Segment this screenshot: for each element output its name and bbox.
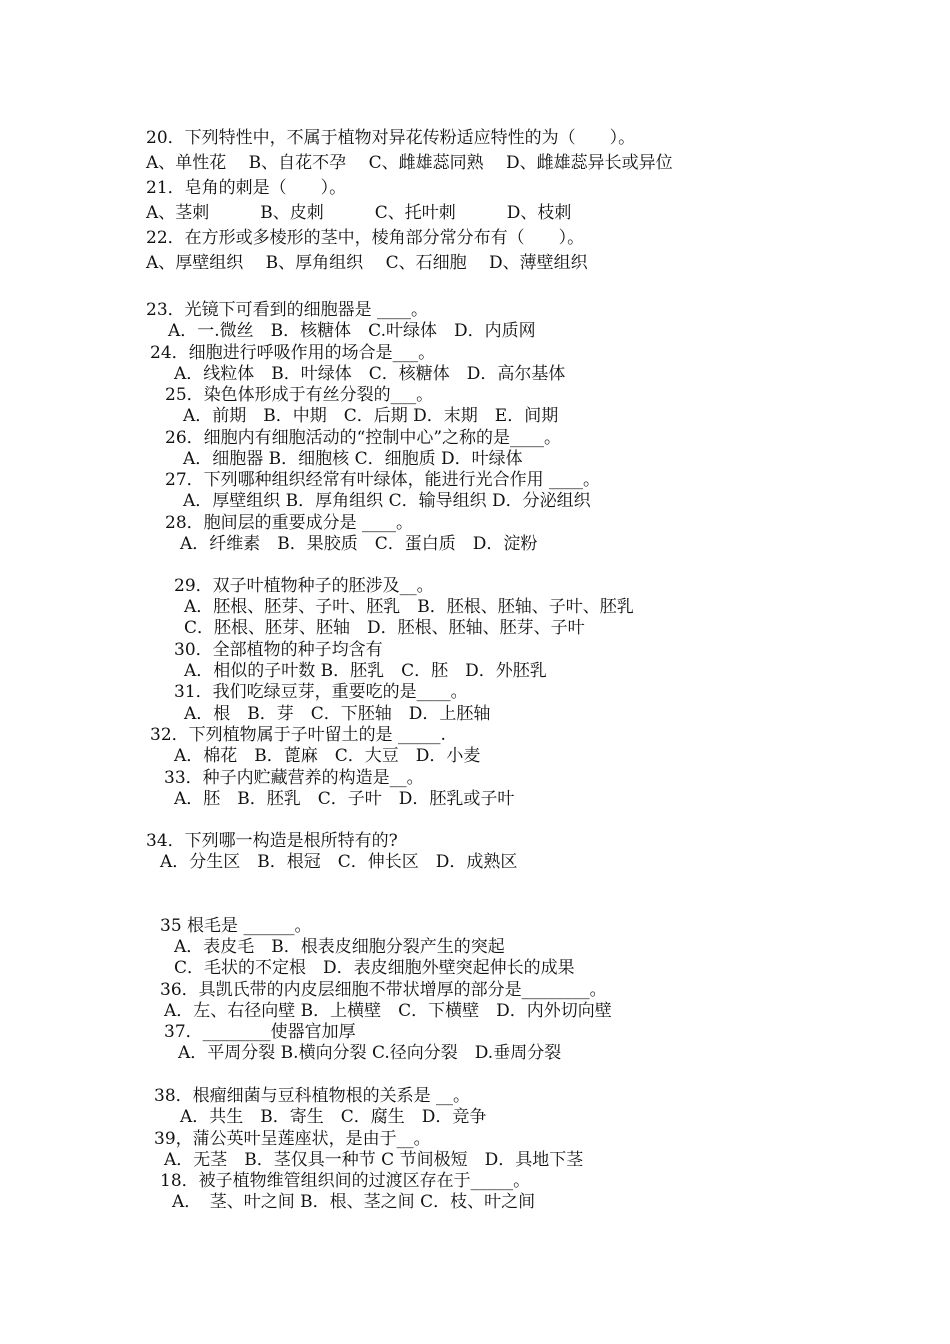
question-26: 26．细胞内有细胞活动的“控制中心”之称的是____。 <box>165 428 562 448</box>
question-30: 30．全部植物的种子均含有 <box>174 640 383 660</box>
question-18: 18．被子植物维管组织间的过渡区存在于_____。 <box>160 1171 531 1191</box>
question-27-options: A．厚壁组织 B．厚角组织 C．输导组织 D．分泌组织 <box>183 491 591 511</box>
question-35: 35 根毛是 ______。 <box>160 916 312 936</box>
question-38-options: A．共生 B．寄生 C．腐生 D．竞争 <box>180 1107 487 1127</box>
question-20: 20．下列特性中，不属于植物对异花传粉适应特性的为（ ）。 <box>146 128 636 148</box>
question-30-options: A．相似的子叶数 B．胚乳 C．胚 D．外胚乳 <box>184 661 547 681</box>
question-27: 27．下列哪种组织经常有叶绿体，能进行光合作用 ____。 <box>165 470 601 490</box>
question-38: 38．根瘤细菌与豆科植物根的关系是 __。 <box>154 1086 471 1106</box>
question-28: 28．胞间层的重要成分是 ____。 <box>165 513 414 533</box>
question-32-options: A．棉花 B．蓖麻 C．大豆 D．小麦 <box>174 746 481 766</box>
question-29-options-2: C．胚根、胚芽、胚轴 D．胚根、胚轴、胚芽、子叶 <box>184 618 585 638</box>
question-32: 32．下列植物属于子叶留土的是 _____. <box>150 725 446 745</box>
question-39-options: A．无茎 B．茎仅具一种节 C 节间极短 D．具地下茎 <box>164 1150 584 1170</box>
question-39: 39，蒲公英叶呈莲座状，是由于__。 <box>154 1129 431 1149</box>
question-29: 29．双子叶植物种子的胚涉及__。 <box>174 576 434 596</box>
question-23: 23．光镜下可看到的细胞器是 ____。 <box>146 300 429 320</box>
question-25-options: A．前期 B．中期 C．后期 D．末期 E．间期 <box>183 406 559 426</box>
question-31-options: A．根 B．芽 C．下胚轴 D．上胚轴 <box>184 704 491 724</box>
question-21-options: A、茎刺 B、皮刺 C、托叶刺 D、枝刺 <box>146 203 572 223</box>
question-25: 25．染色体形成于有丝分裂的___。 <box>165 385 434 405</box>
question-22: 22．在方形或多棱形的茎中，棱角部分常分布有（ ）。 <box>146 228 585 248</box>
question-23-options: A．一.微丝 B．核糖体 C.叶绿体 D．内质网 <box>168 321 536 341</box>
question-35-options-1: A．表皮毛 B．根表皮细胞分裂产生的突起 <box>174 937 505 957</box>
question-18-options: A． 茎、叶之间 B．根、茎之间 C．枝、叶之间 <box>172 1192 536 1212</box>
question-20-options: A、单性花 B、自花不孕 C、雌雄蕊同熟 D、雌雄蕊异长或异位 <box>146 153 673 173</box>
question-31: 31．我们吃绿豆芽，重要吃的是____。 <box>174 682 468 702</box>
question-36: 36．具凯氏带的内皮层细胞不带状增厚的部分是________。 <box>160 980 607 1000</box>
question-34: 34．下列哪一构造是根所特有的? <box>146 831 398 851</box>
question-24-options: A．线粒体 B．叶绿体 C．核糖体 D．高尔基体 <box>174 364 566 384</box>
question-29-options-1: A．胚根、胚芽、子叶、胚乳 B．胚根、胚轴、子叶、胚乳 <box>184 597 634 617</box>
question-26-options: A．细胞器 B．细胞核 C．细胞质 D．叶绿体 <box>183 449 523 469</box>
question-37: 37．________使器官加厚 <box>164 1022 356 1042</box>
question-34-options: A．分生区 B．根冠 C．伸长区 D．成熟区 <box>160 852 518 872</box>
question-36-options: A．左、右径向壁 B．上横壁 C．下横壁 D．内外切向壁 <box>164 1001 612 1021</box>
question-22-options: A、厚壁组织 B、厚角组织 C、石细胞 D、薄壁组织 <box>146 253 588 273</box>
question-35-options-2: C．毛状的不定根 D．表皮细胞外壁突起伸长的成果 <box>174 958 575 978</box>
question-28-options: A．纤维素 B．果胶质 C．蛋白质 D．淀粉 <box>180 534 538 554</box>
question-24: 24．细胞进行呼吸作用的场合是___。 <box>150 343 436 363</box>
question-33-options: A．胚 B．胚乳 C．子叶 D．胚乳或子叶 <box>174 789 515 809</box>
question-37-options: A．平周分裂 B.横向分裂 C.径向分裂 D.垂周分裂 <box>178 1043 562 1063</box>
question-21: 21．皂角的刺是（ ）。 <box>146 178 347 198</box>
question-33: 33．种子内贮藏营养的构造是__。 <box>164 768 424 788</box>
